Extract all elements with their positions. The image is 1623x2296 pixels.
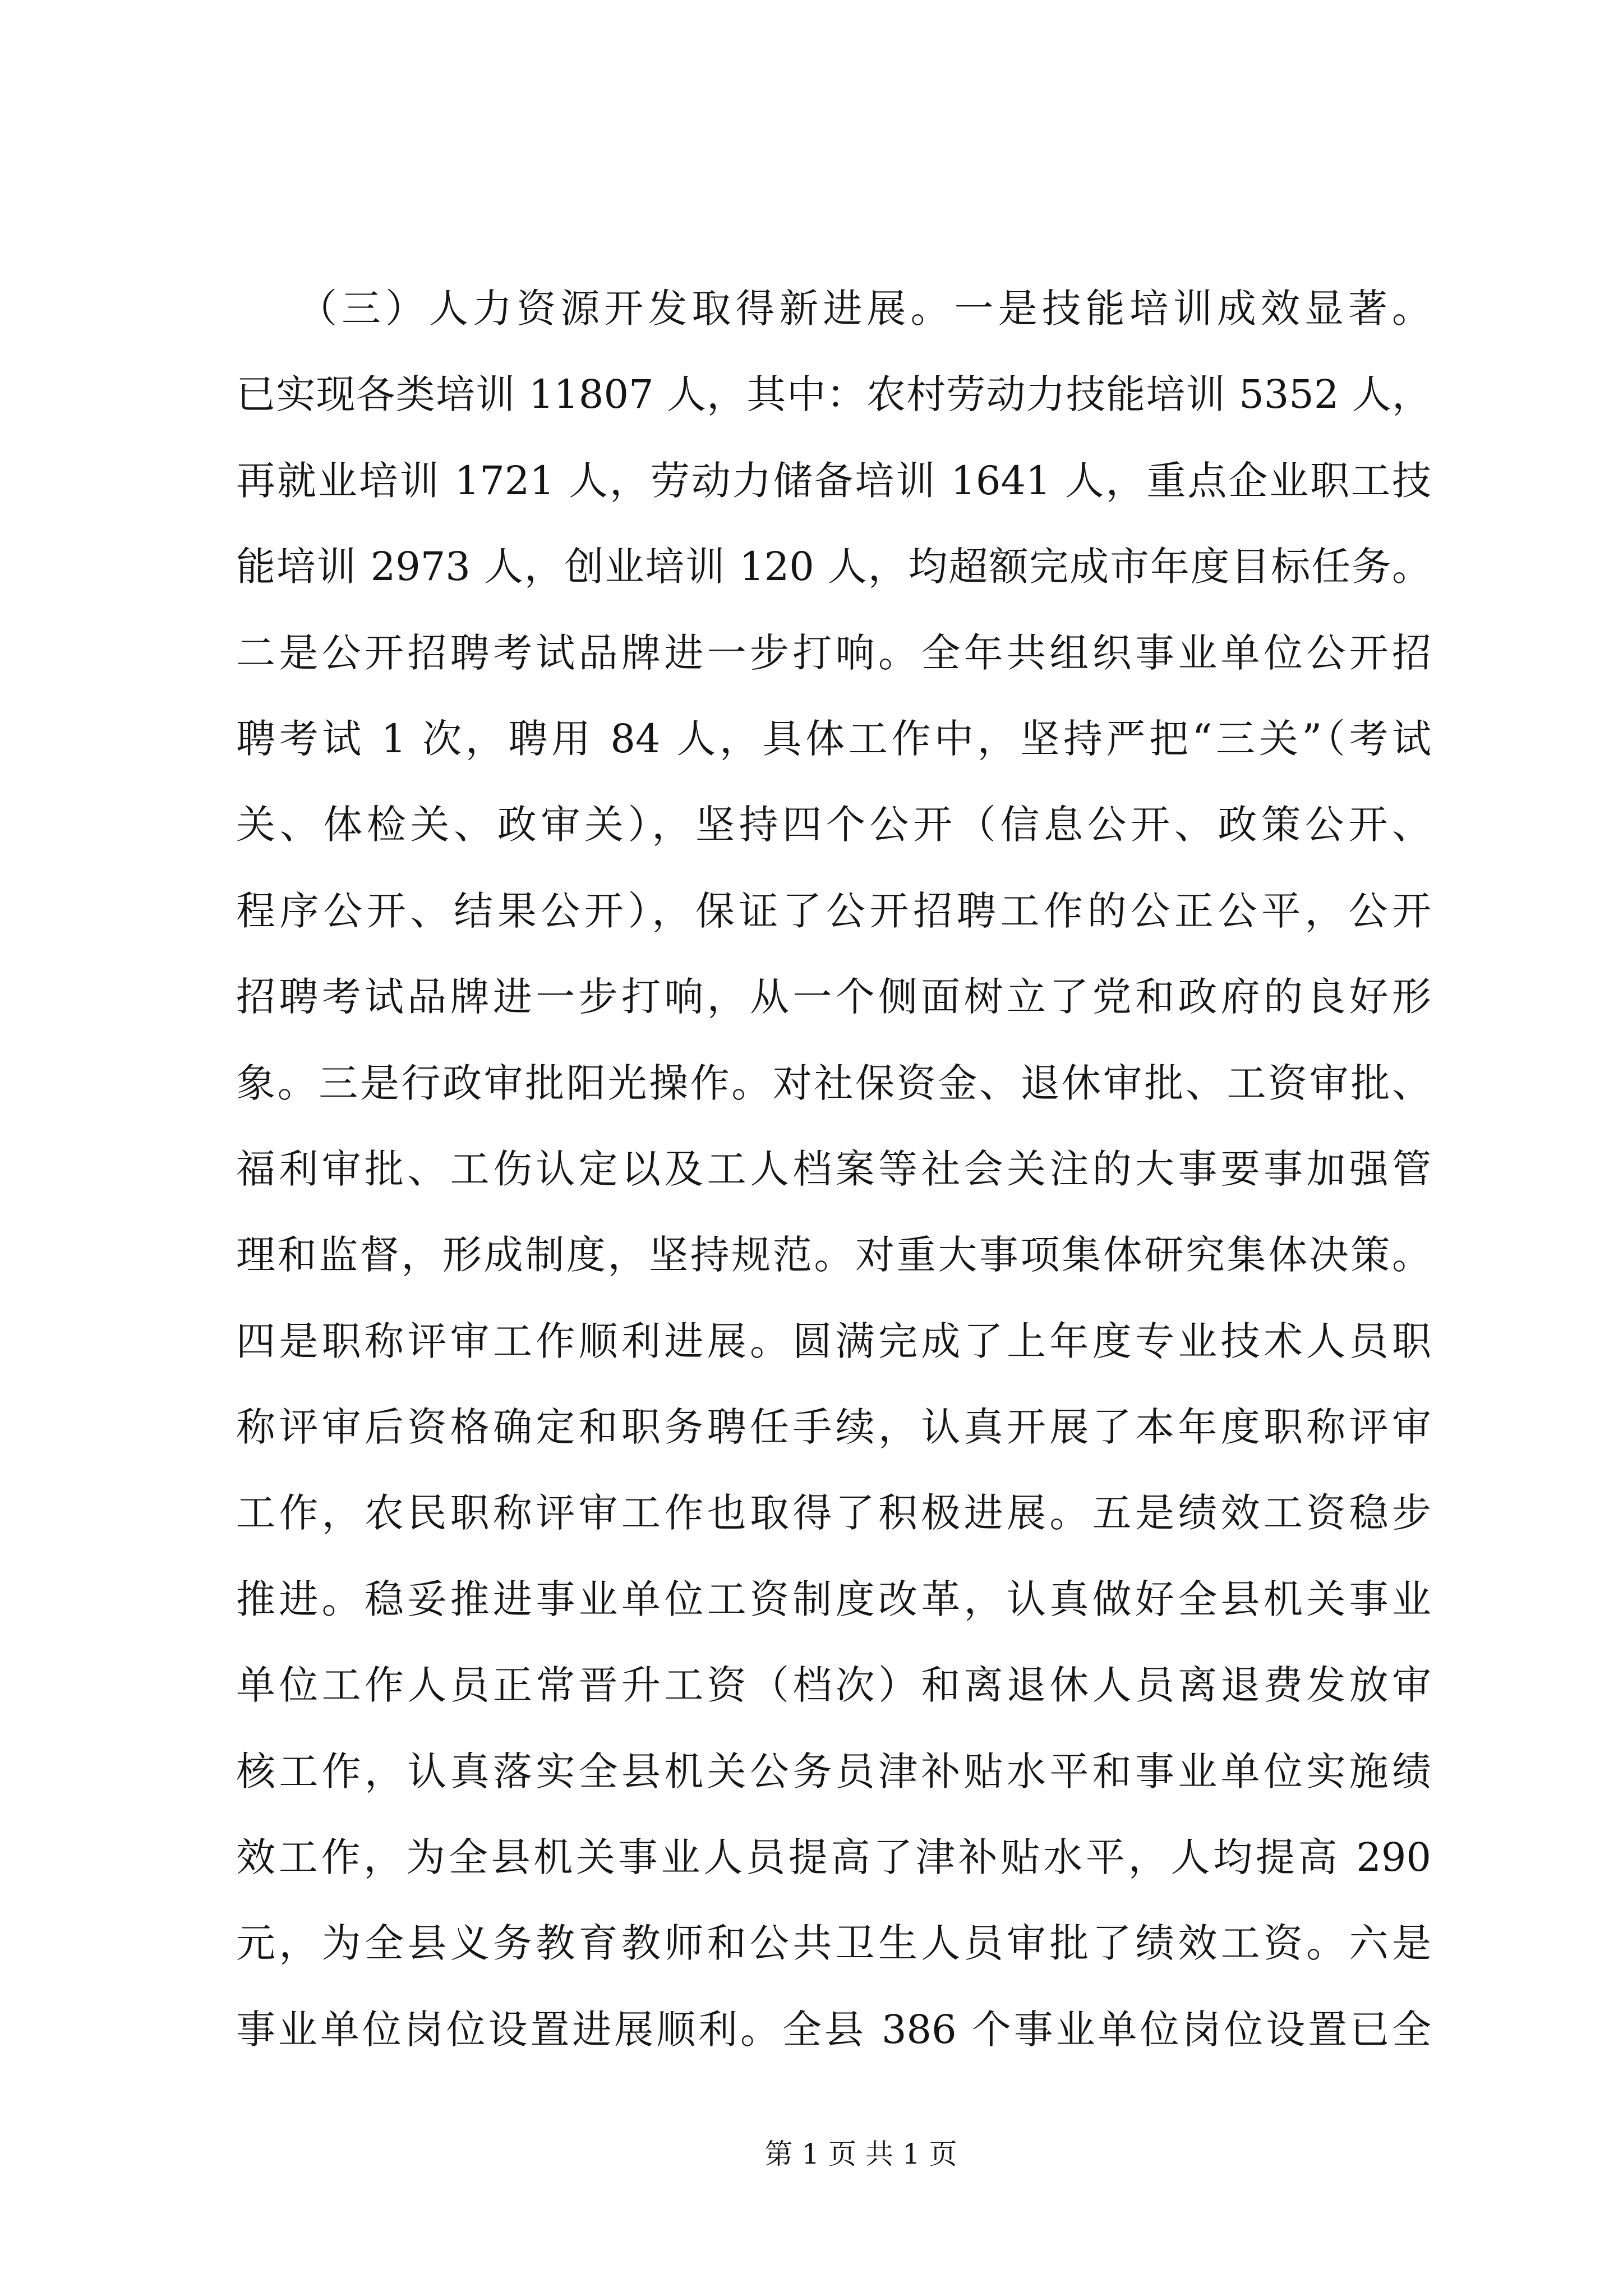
- body-line: 四是职称评审工作顺利进展。圆满完成了上年度专业技术人员职: [236, 1318, 1431, 1364]
- page-footer: 第 1 页 共 1 页: [764, 2138, 957, 2170]
- body-line: 称评审后资格确定和职务聘任手续，认真开展了本年度职称评审: [236, 1404, 1431, 1451]
- body-line: 聘考试 1 次，聘用 84 人，具体工作中，坚持严把“三关”（考试: [236, 715, 1431, 762]
- body-line: 工作，农民职称评审工作也取得了积极进展。五是绩效工资稳步: [236, 1490, 1431, 1536]
- body-line: 二是公开招聘考试品牌进一步打响。全年共组织事业单位公开招: [236, 629, 1431, 676]
- body-line: 推进。稳妥推进事业单位工资制度改革，认真做好全县机关事业: [236, 1576, 1431, 1622]
- body-line: 已实现各类培训 11807 人，其中：农村劳动力技能培训 5352 人，: [236, 371, 1431, 418]
- body-line: 再就业培训 1721 人，劳动力储备培训 1641 人，重点企业职工技: [236, 457, 1431, 504]
- body-line: 单位工作人员正常晋升工资（档次）和离退休人员离退费发放审: [236, 1662, 1431, 1709]
- body-line: 能培训 2973 人，创业培训 120 人，均超额完成市年度目标任务。: [236, 544, 1431, 590]
- body-line: （三）人力资源开发取得新进展。一是技能培训成效显著。: [298, 286, 1431, 332]
- body-line: 事业单位岗位设置进展顺利。全县 386 个事业单位岗位设置已全: [236, 2006, 1431, 2053]
- body-paragraph: [236, 266, 1431, 2073]
- body-line: 程序公开、结果公开），保证了公开招聘工作的公正公平，公开: [236, 887, 1431, 934]
- body-line: 核工作，认真落实全县机关公务员津补贴水平和事业单位实施绩: [236, 1748, 1431, 1795]
- body-line: 元，为全县义务教育教师和公共卫生人员审批了绩效工资。六是: [236, 1920, 1431, 1967]
- body-line: 理和监督，形成制度，坚持规范。对重大事项集体研究集体决策。: [236, 1232, 1431, 1278]
- body-line: 招聘考试品牌进一步打响，从一个侧面树立了党和政府的良好形: [236, 974, 1431, 1020]
- body-line: 象。三是行政审批阳光操作。对社保资金、退休审批、工资审批、: [236, 1060, 1431, 1106]
- body-line: 关、体检关、政审关），坚持四个公开（信息公开、政策公开、: [236, 802, 1431, 848]
- body-line: 效工作，为全县机关事业人员提高了津补贴水平，人均提高 290: [236, 1834, 1431, 1881]
- body-line: 福利审批、工伤认定以及工人档案等社会关注的大事要事加强管: [236, 1145, 1431, 1192]
